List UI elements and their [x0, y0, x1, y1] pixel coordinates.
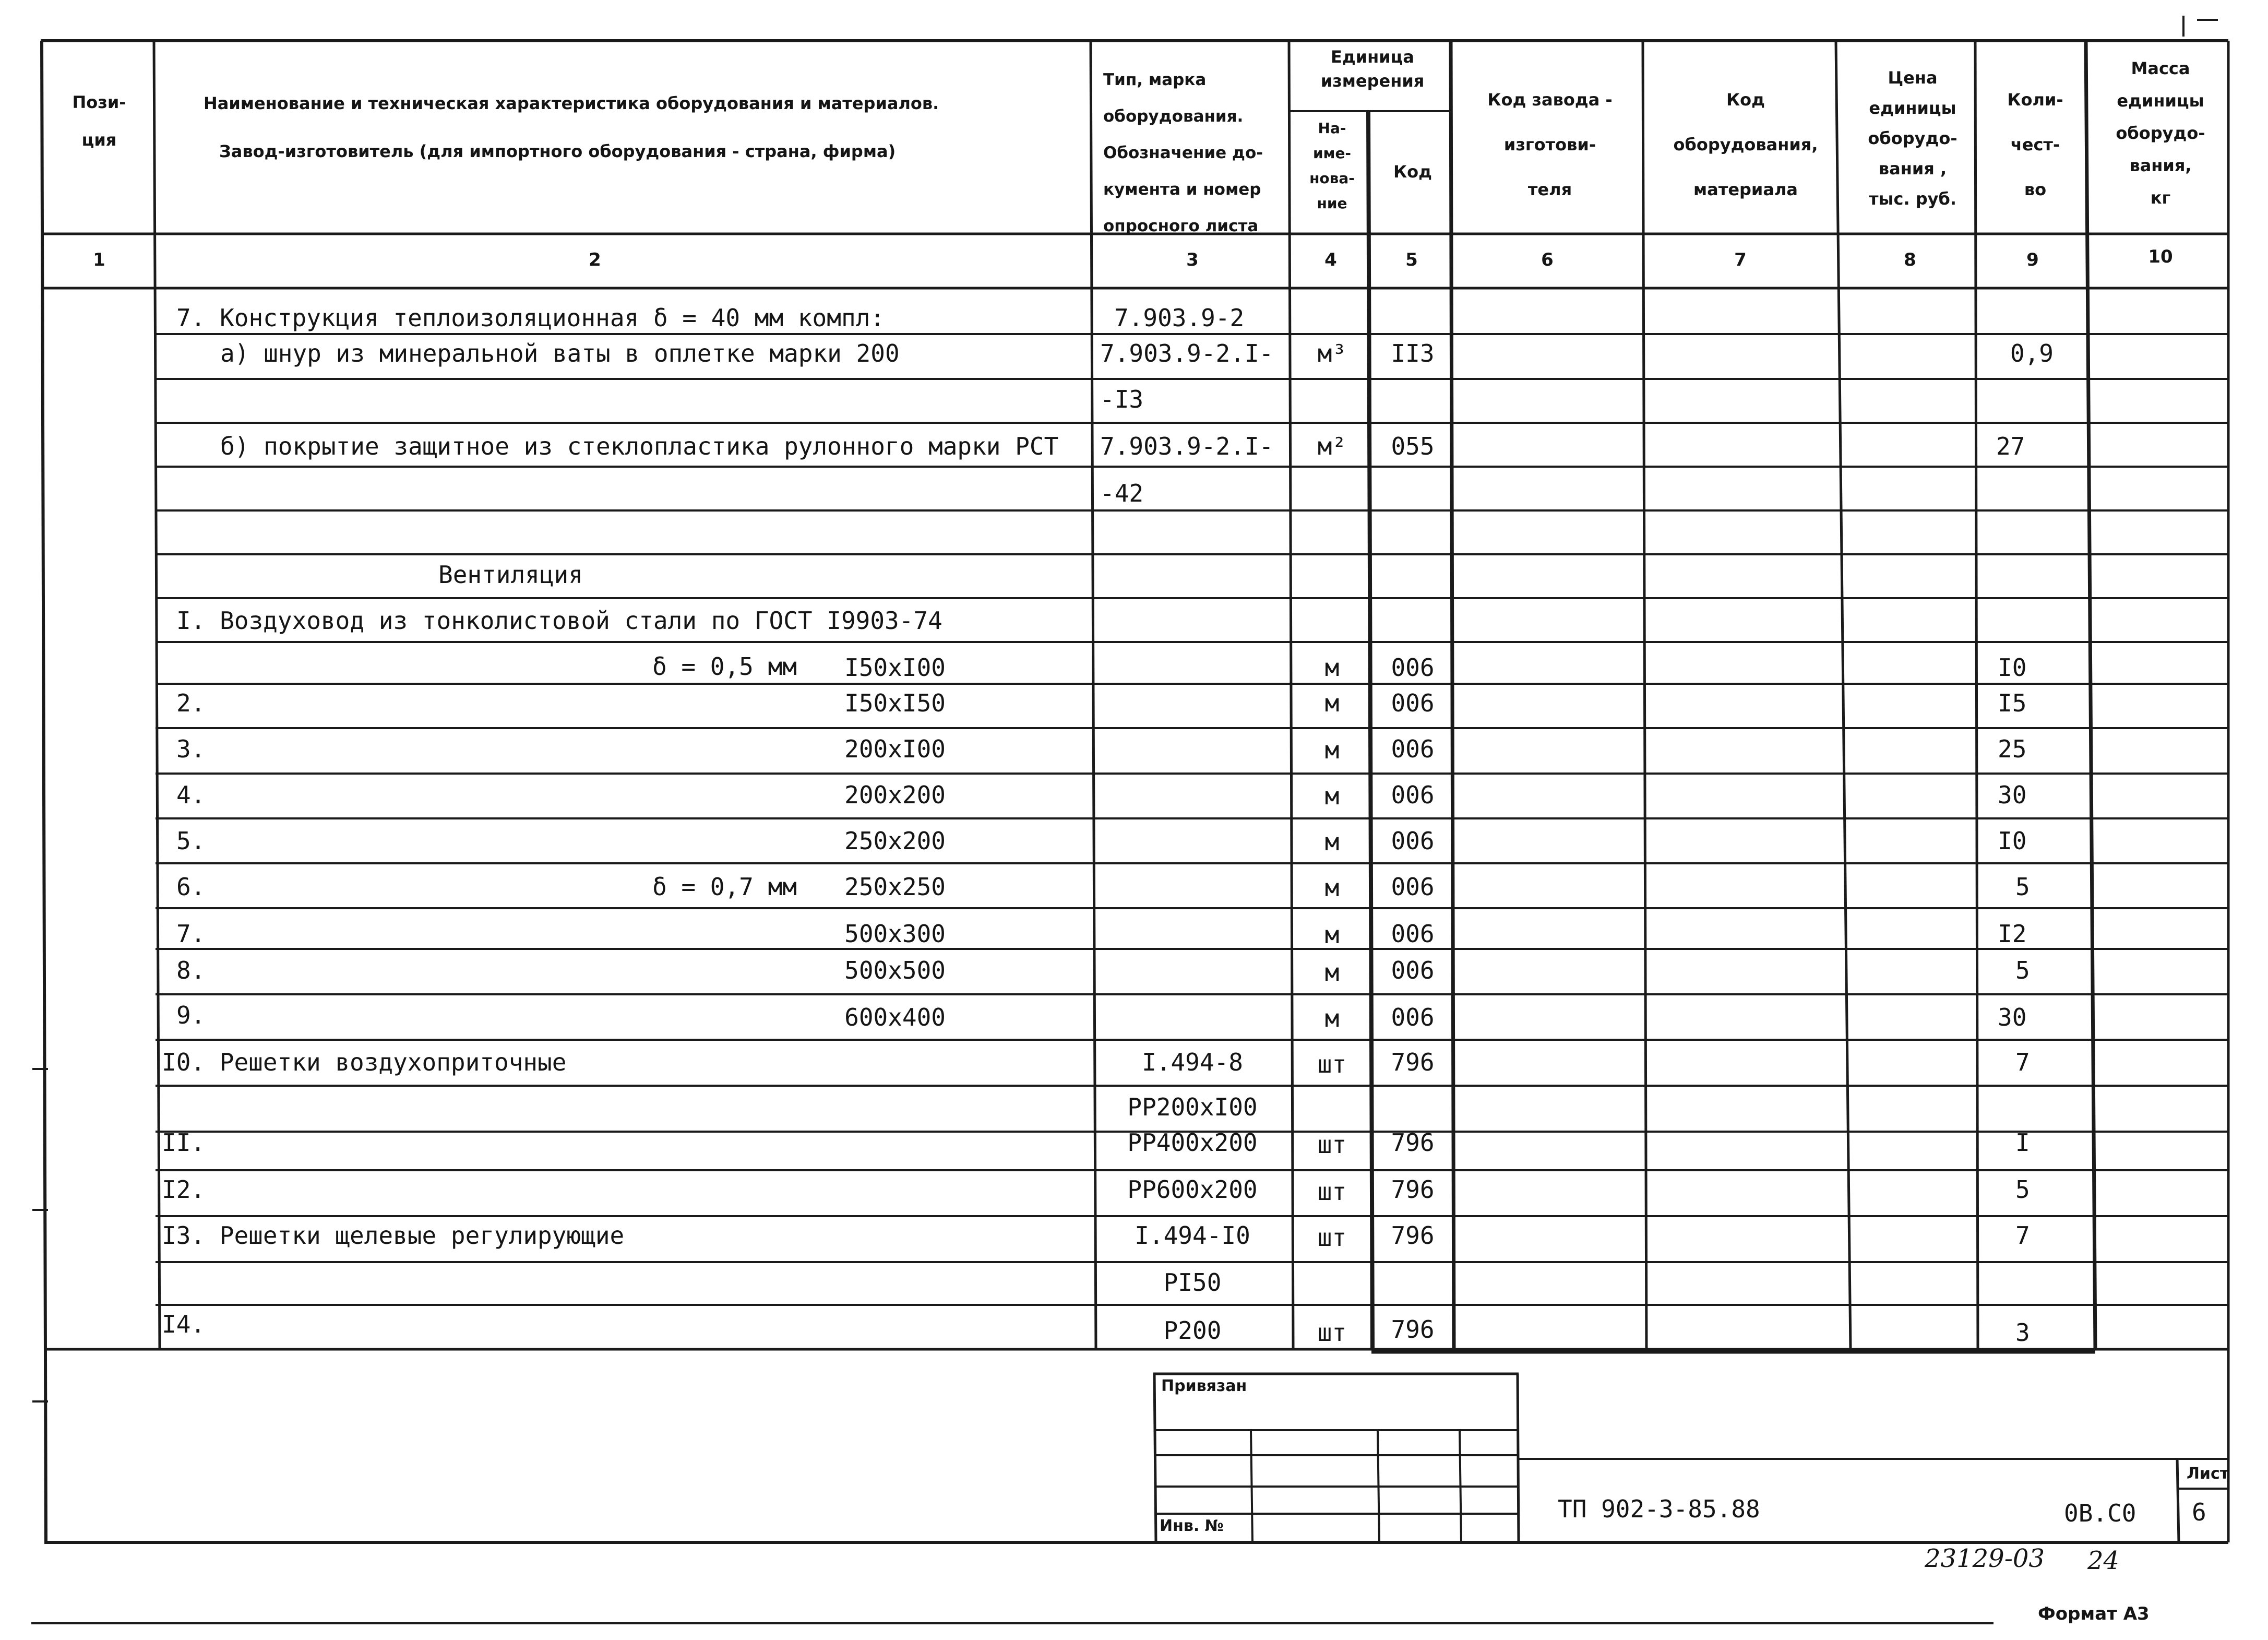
- col-num-3: 3: [1186, 249, 1199, 270]
- row-name: I2.: [162, 1175, 206, 1204]
- row-code: 006: [1391, 827, 1435, 855]
- row-type: 7.903.9-2: [1114, 304, 1245, 332]
- row-qty: I0: [1998, 653, 2027, 682]
- row-qty: I0: [1998, 827, 2027, 855]
- row-qty: 5: [2015, 956, 2030, 984]
- row-qty: 25: [1998, 735, 2027, 763]
- stamp-inv-no: Инв. №: [1160, 1517, 1224, 1535]
- header-name-line1: Наименование и техническая характеристика оборудования и материалов.: [204, 93, 939, 113]
- row-qty: I: [2015, 1128, 2030, 1157]
- header-mass: Масса единицы оборудо- вания, кг: [2116, 58, 2205, 208]
- col-num-1: 1: [93, 249, 105, 270]
- row-type: -I3: [1100, 385, 1144, 413]
- row-delta: δ = 0,7 мм: [652, 873, 797, 901]
- stamp-list-label: Лист: [2187, 1465, 2229, 1483]
- row-code: 006: [1391, 1003, 1435, 1031]
- format-label: Формат А3: [2038, 1603, 2150, 1624]
- header-unit-name: На- име- нова- ние: [1309, 120, 1355, 212]
- row-unit: м: [1324, 689, 1340, 717]
- col-num-7: 7: [1734, 249, 1747, 270]
- stamp-list-number: 6: [2192, 1498, 2206, 1526]
- row-size: 500x300: [844, 920, 946, 948]
- row-type: I.494-8: [1142, 1048, 1243, 1076]
- row-type: P200: [1163, 1316, 1222, 1345]
- col-num-6: 6: [1541, 249, 1554, 270]
- row-unit: шт: [1317, 1131, 1347, 1159]
- row-code: 006: [1391, 653, 1435, 682]
- row-qty: 7: [2015, 1221, 2030, 1250]
- row-qty: 7: [2015, 1048, 2030, 1076]
- row-name: 5.: [176, 827, 206, 855]
- header-price: Цена единицы оборудо- вания , тыс. руб.: [1868, 68, 1957, 209]
- row-delta: δ = 0,5 мм: [652, 652, 797, 681]
- row-code: 006: [1391, 781, 1435, 809]
- row-name: I0. Решетки воздухоприточные: [162, 1048, 567, 1076]
- stamp-sheet-code: 0В.С0: [2064, 1499, 2136, 1527]
- row-name: 4.: [176, 781, 206, 809]
- row-qty: 30: [1998, 1003, 2027, 1031]
- col-num-8: 8: [1904, 249, 1916, 270]
- row-qty: 5: [2015, 1175, 2030, 1204]
- row-type: 7.903.9-2.I-: [1100, 432, 1274, 460]
- row-size: 500x500: [844, 956, 946, 984]
- row-unit: м: [1324, 828, 1340, 856]
- header-factory-code: Код завода - изготови- теля: [1487, 90, 1613, 199]
- row-code: II3: [1391, 339, 1435, 367]
- col-num-9: 9: [2026, 249, 2039, 270]
- row-type: PP600x200: [1127, 1175, 1258, 1204]
- header-position: Пози- ция: [72, 92, 126, 150]
- section-title: Вентиляция: [438, 561, 583, 589]
- row-name: 9.: [176, 1001, 206, 1029]
- row-name: 7. Конструкция теплоизоляционная δ = 40 мм компл:: [176, 304, 885, 332]
- row-unit: м: [1324, 782, 1340, 810]
- row-name: 7.: [176, 920, 206, 948]
- row-code: 796: [1391, 1221, 1435, 1250]
- row-unit: шт: [1317, 1178, 1347, 1206]
- row-qty: 27: [1996, 432, 2025, 460]
- row-qty: 30: [1998, 781, 2027, 809]
- row-name: I. Воздуховод из тонколистовой стали по ГОСТ I9903-74: [176, 607, 942, 635]
- stamp-doc-code: ТП 902-3-85.88: [1558, 1495, 1760, 1523]
- row-code: 796: [1391, 1128, 1435, 1157]
- row-unit: шт: [1317, 1223, 1347, 1252]
- row-size: I50xI00: [844, 653, 946, 682]
- row-unit: м: [1324, 921, 1340, 949]
- row-size: 250x250: [844, 873, 946, 901]
- row-code: 796: [1391, 1175, 1435, 1204]
- header-unit: Единица измерения: [1320, 47, 1425, 91]
- row-type: 7.903.9-2.I-: [1100, 339, 1274, 367]
- row-qty: 5: [2015, 873, 2030, 901]
- row-unit: шт: [1317, 1318, 1347, 1347]
- row-code: 006: [1391, 956, 1435, 984]
- handwritten-number: 23129-03: [1925, 1544, 2045, 1573]
- row-unit: м²: [1317, 432, 1347, 460]
- row-unit: м³: [1317, 339, 1347, 367]
- row-unit: шт: [1317, 1050, 1347, 1078]
- col-num-4: 4: [1324, 249, 1337, 270]
- row-code: 796: [1391, 1048, 1435, 1076]
- row-qty: 3: [2015, 1318, 2030, 1347]
- row-code: 006: [1391, 689, 1435, 717]
- row-qty: I5: [1998, 689, 2027, 717]
- row-name: 3.: [176, 735, 206, 763]
- row-name: II.: [162, 1128, 206, 1157]
- row-code: 796: [1391, 1315, 1435, 1344]
- row-type: PP400x200: [1127, 1128, 1258, 1157]
- row-type: -42: [1100, 479, 1144, 507]
- row-size: I50xI50: [844, 689, 946, 717]
- header-name-line2: Завод-изготовитель (для импортного оборудования - страна, фирма): [219, 141, 896, 161]
- row-name: а) шнур из минеральной ваты в оплетке марки 200: [220, 339, 900, 367]
- col-num-2: 2: [589, 249, 601, 270]
- row-type: I.494-I0: [1135, 1221, 1250, 1250]
- header-type: Тип, марка оборудования. Обозначение до- кумента и номер опросного листа: [1103, 70, 1263, 235]
- col-num-10: 10: [2148, 246, 2173, 267]
- row-unit: м: [1324, 653, 1340, 682]
- row-size: 600x400: [844, 1003, 946, 1031]
- row-qty: I2: [1998, 920, 2027, 948]
- row-unit: м: [1324, 958, 1340, 987]
- row-name: 8.: [176, 956, 206, 984]
- row-code: 006: [1391, 735, 1435, 763]
- row-size: 200x200: [844, 781, 946, 809]
- row-qty: 0,9: [2010, 339, 2054, 367]
- row-code: 006: [1391, 873, 1435, 901]
- header-equipment-code: Код оборудования, материала: [1673, 90, 1818, 199]
- handwritten-page: 24: [2087, 1546, 2120, 1575]
- row-name: 2.: [176, 689, 206, 717]
- stamp-privyazan: Привязан: [1161, 1377, 1247, 1395]
- row-name: I3. Решетки щелевые регулирующие: [162, 1221, 625, 1250]
- row-unit: м: [1324, 874, 1340, 902]
- row-code: 055: [1391, 432, 1435, 460]
- row-type: PI50: [1163, 1268, 1222, 1297]
- col-num-5: 5: [1405, 249, 1418, 270]
- row-size: 200xI00: [844, 735, 946, 763]
- row-code: 006: [1391, 920, 1435, 948]
- row-size: 250x200: [844, 827, 946, 855]
- row-name: 6.: [176, 873, 206, 901]
- row-name: б) покрытие защитное из стеклопластика рулонного марки РСТ: [220, 432, 1059, 460]
- header-unit-code: Код: [1393, 162, 1432, 182]
- header-quantity: Коли- чест- во: [2007, 90, 2063, 199]
- row-name: I4.: [162, 1310, 206, 1338]
- row-unit: м: [1324, 1004, 1340, 1032]
- row-unit: м: [1324, 736, 1340, 764]
- row-type: PP200xI00: [1127, 1093, 1258, 1121]
